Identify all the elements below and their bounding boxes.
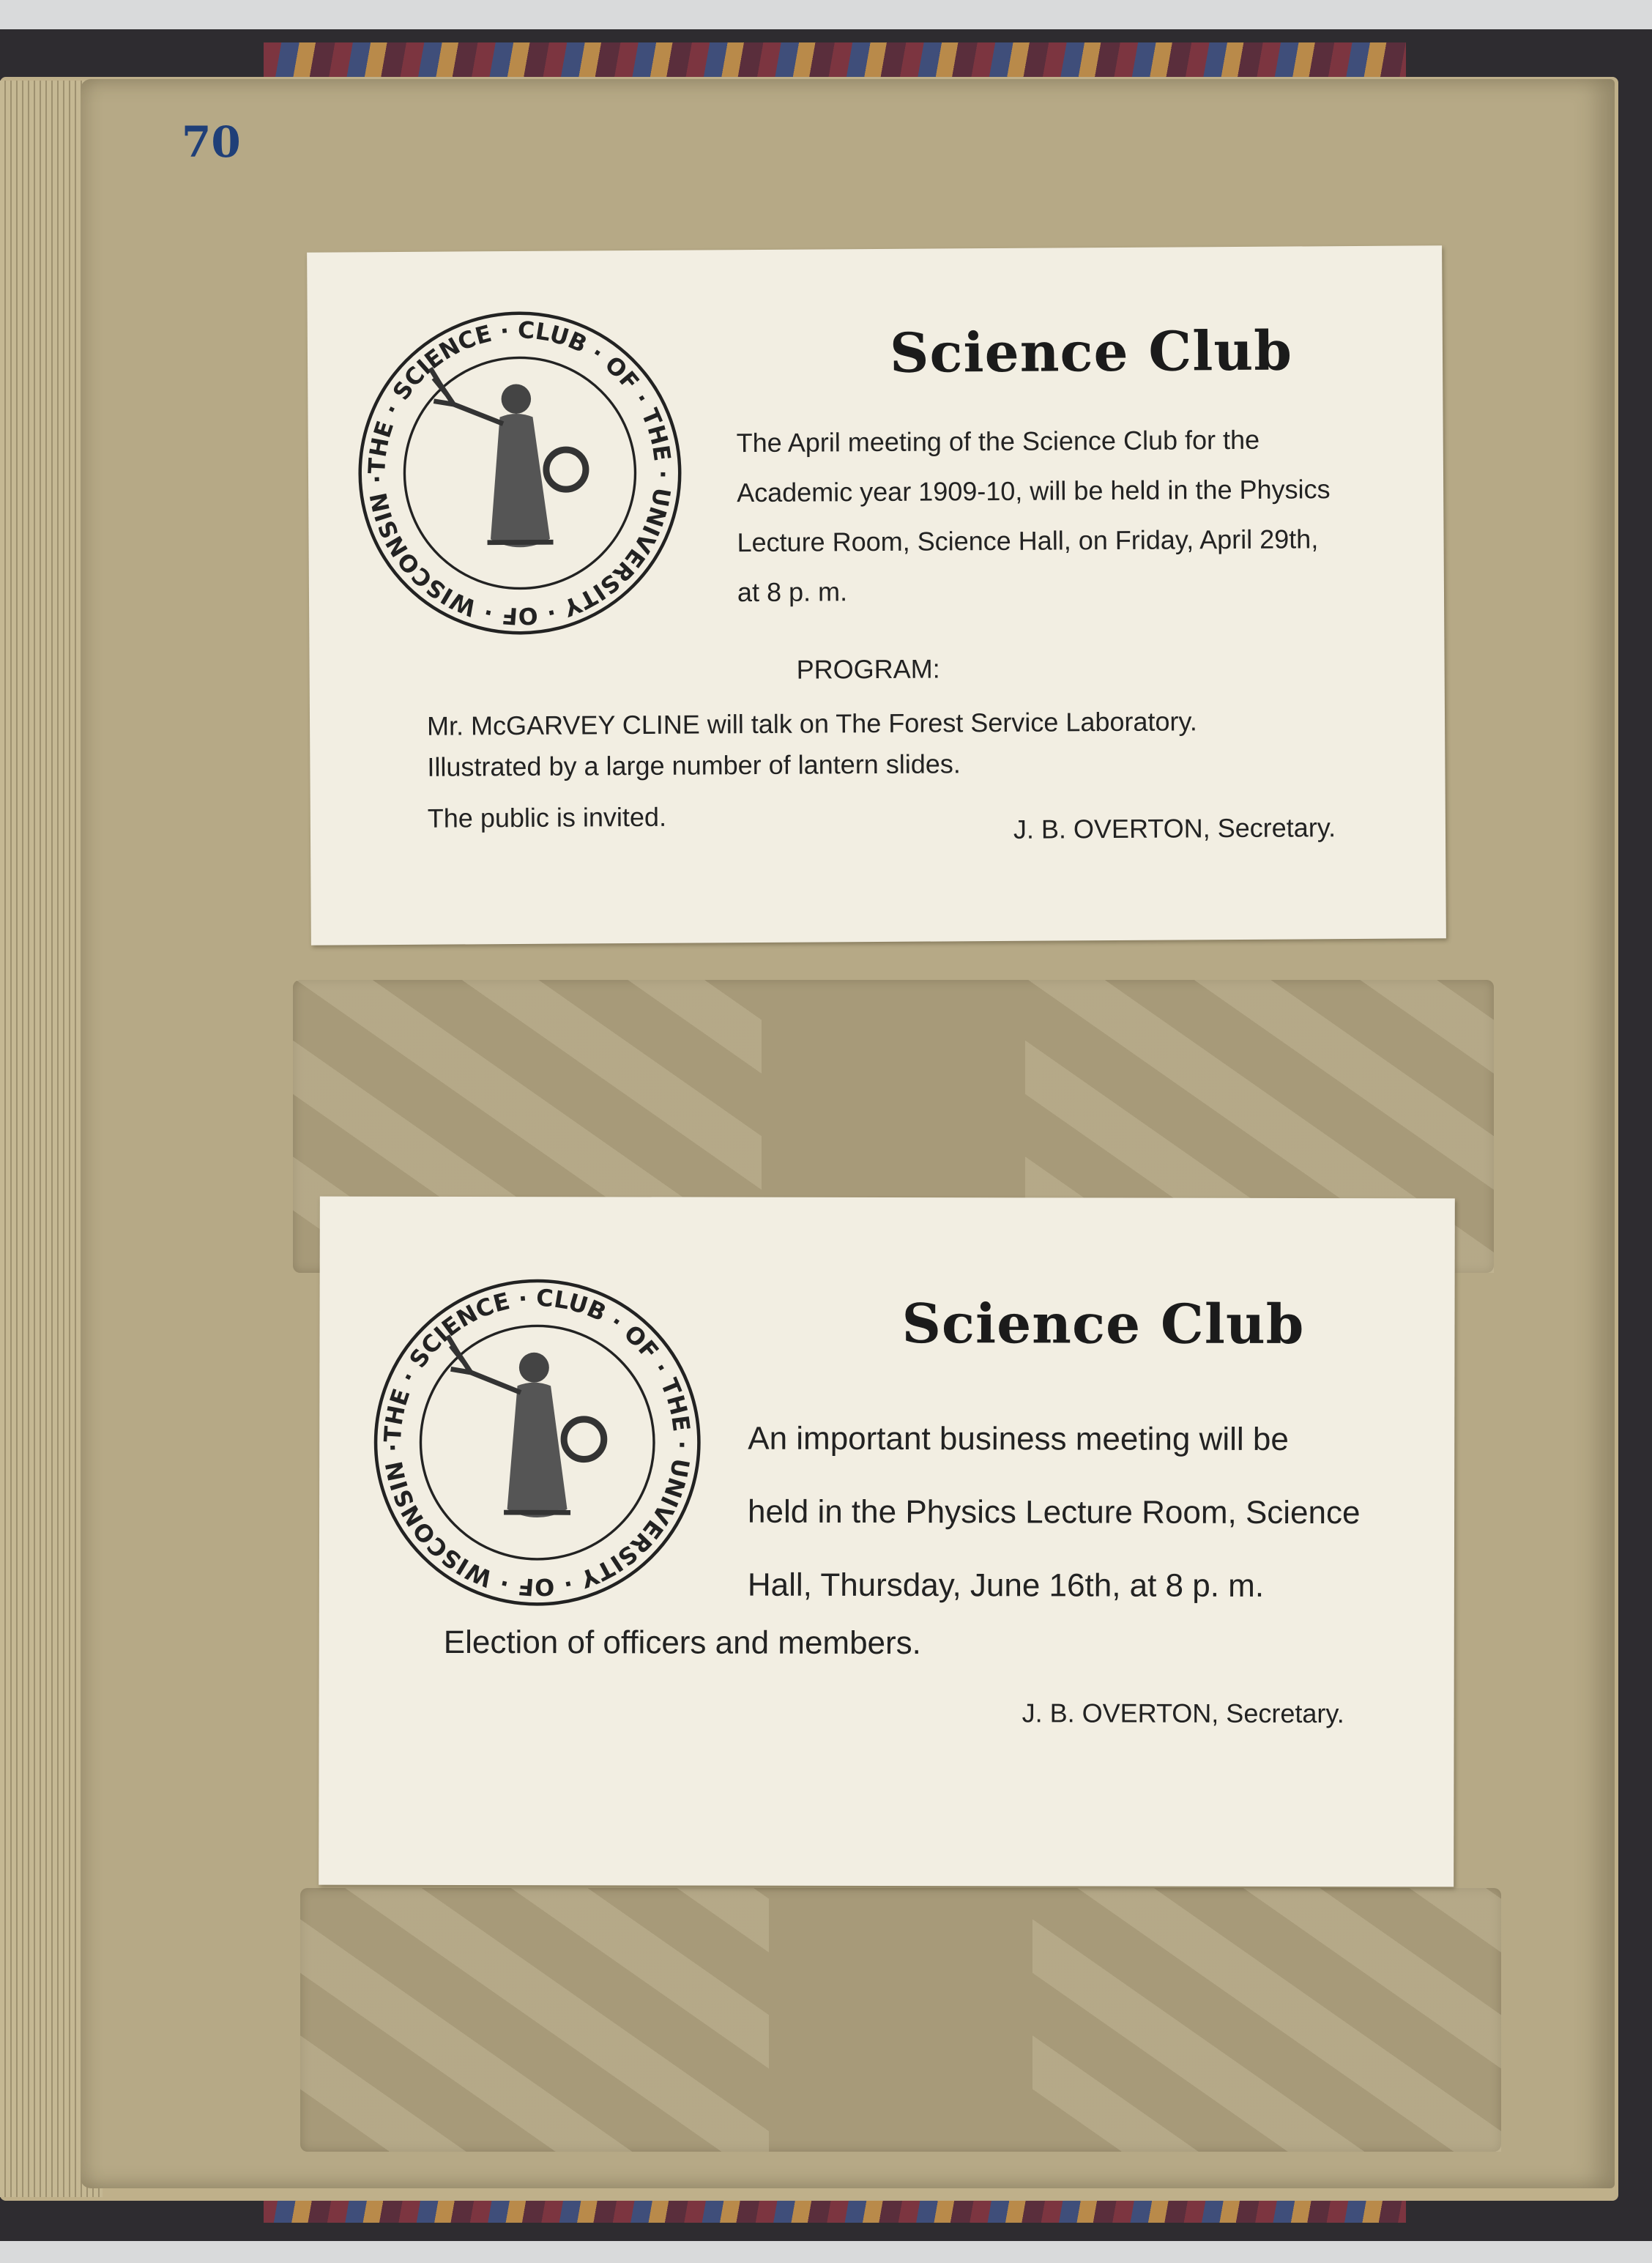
text-line: held in the Physics Lecture Room, Science xyxy=(748,1493,1361,1531)
text-line: Academic year 1909-10, will be held in the Physics xyxy=(737,474,1331,508)
text-line: Illustrated by a large number of lantern slides. xyxy=(427,748,961,782)
text-line: Lecture Room, Science Hall, on Friday, April 29th, xyxy=(737,524,1319,558)
svg-text:THE · SCIENCE · CLUB · OF · TH: THE · SCIENCE · CLUB · OF · THE · UNIVERSITY · OF · WISCONSIN · xyxy=(364,317,676,629)
text-line: Mr. McGARVEY CLINE will talk on The Forest Service Laboratory. xyxy=(426,706,1197,741)
invitation-card-june xyxy=(319,1197,1455,1887)
public-note: The public is invited. xyxy=(427,801,667,833)
secretary-signature: J. B. OVERTON, Secretary. xyxy=(1013,812,1336,844)
program-heading: PROGRAM: xyxy=(796,653,940,685)
program-talk xyxy=(427,700,1380,788)
card-title: Science Club xyxy=(889,319,1293,385)
card-title: Science Club xyxy=(901,1293,1305,1356)
text-line: Hall, Thursday, June 16th, at 8 p. m. xyxy=(747,1567,1265,1604)
text-line: at 8 p. m. xyxy=(737,576,848,608)
text-line: An important business meeting will be xyxy=(748,1420,1289,1457)
text-line: The April meeting of the Science Club for the xyxy=(736,424,1260,458)
svg-text:THE · SCIENCE · CLUB · OF · TH: THE · SCIENCE · CLUB · OF · THE · UNIVERSITY · OF · WISCONSIN · xyxy=(378,1283,696,1602)
secretary-signature: J. B. OVERTON, Secretary. xyxy=(1022,1698,1344,1729)
election-note: Election of officers and members. xyxy=(443,1624,921,1662)
university-seal-icon xyxy=(354,308,686,639)
invitation-card-april xyxy=(307,245,1446,945)
meeting-description xyxy=(748,1402,1415,1624)
university-seal-icon xyxy=(371,1276,704,1610)
meeting-description xyxy=(737,415,1383,617)
card-slot-lower xyxy=(300,1888,1501,2152)
page-number: 70 xyxy=(182,117,241,167)
